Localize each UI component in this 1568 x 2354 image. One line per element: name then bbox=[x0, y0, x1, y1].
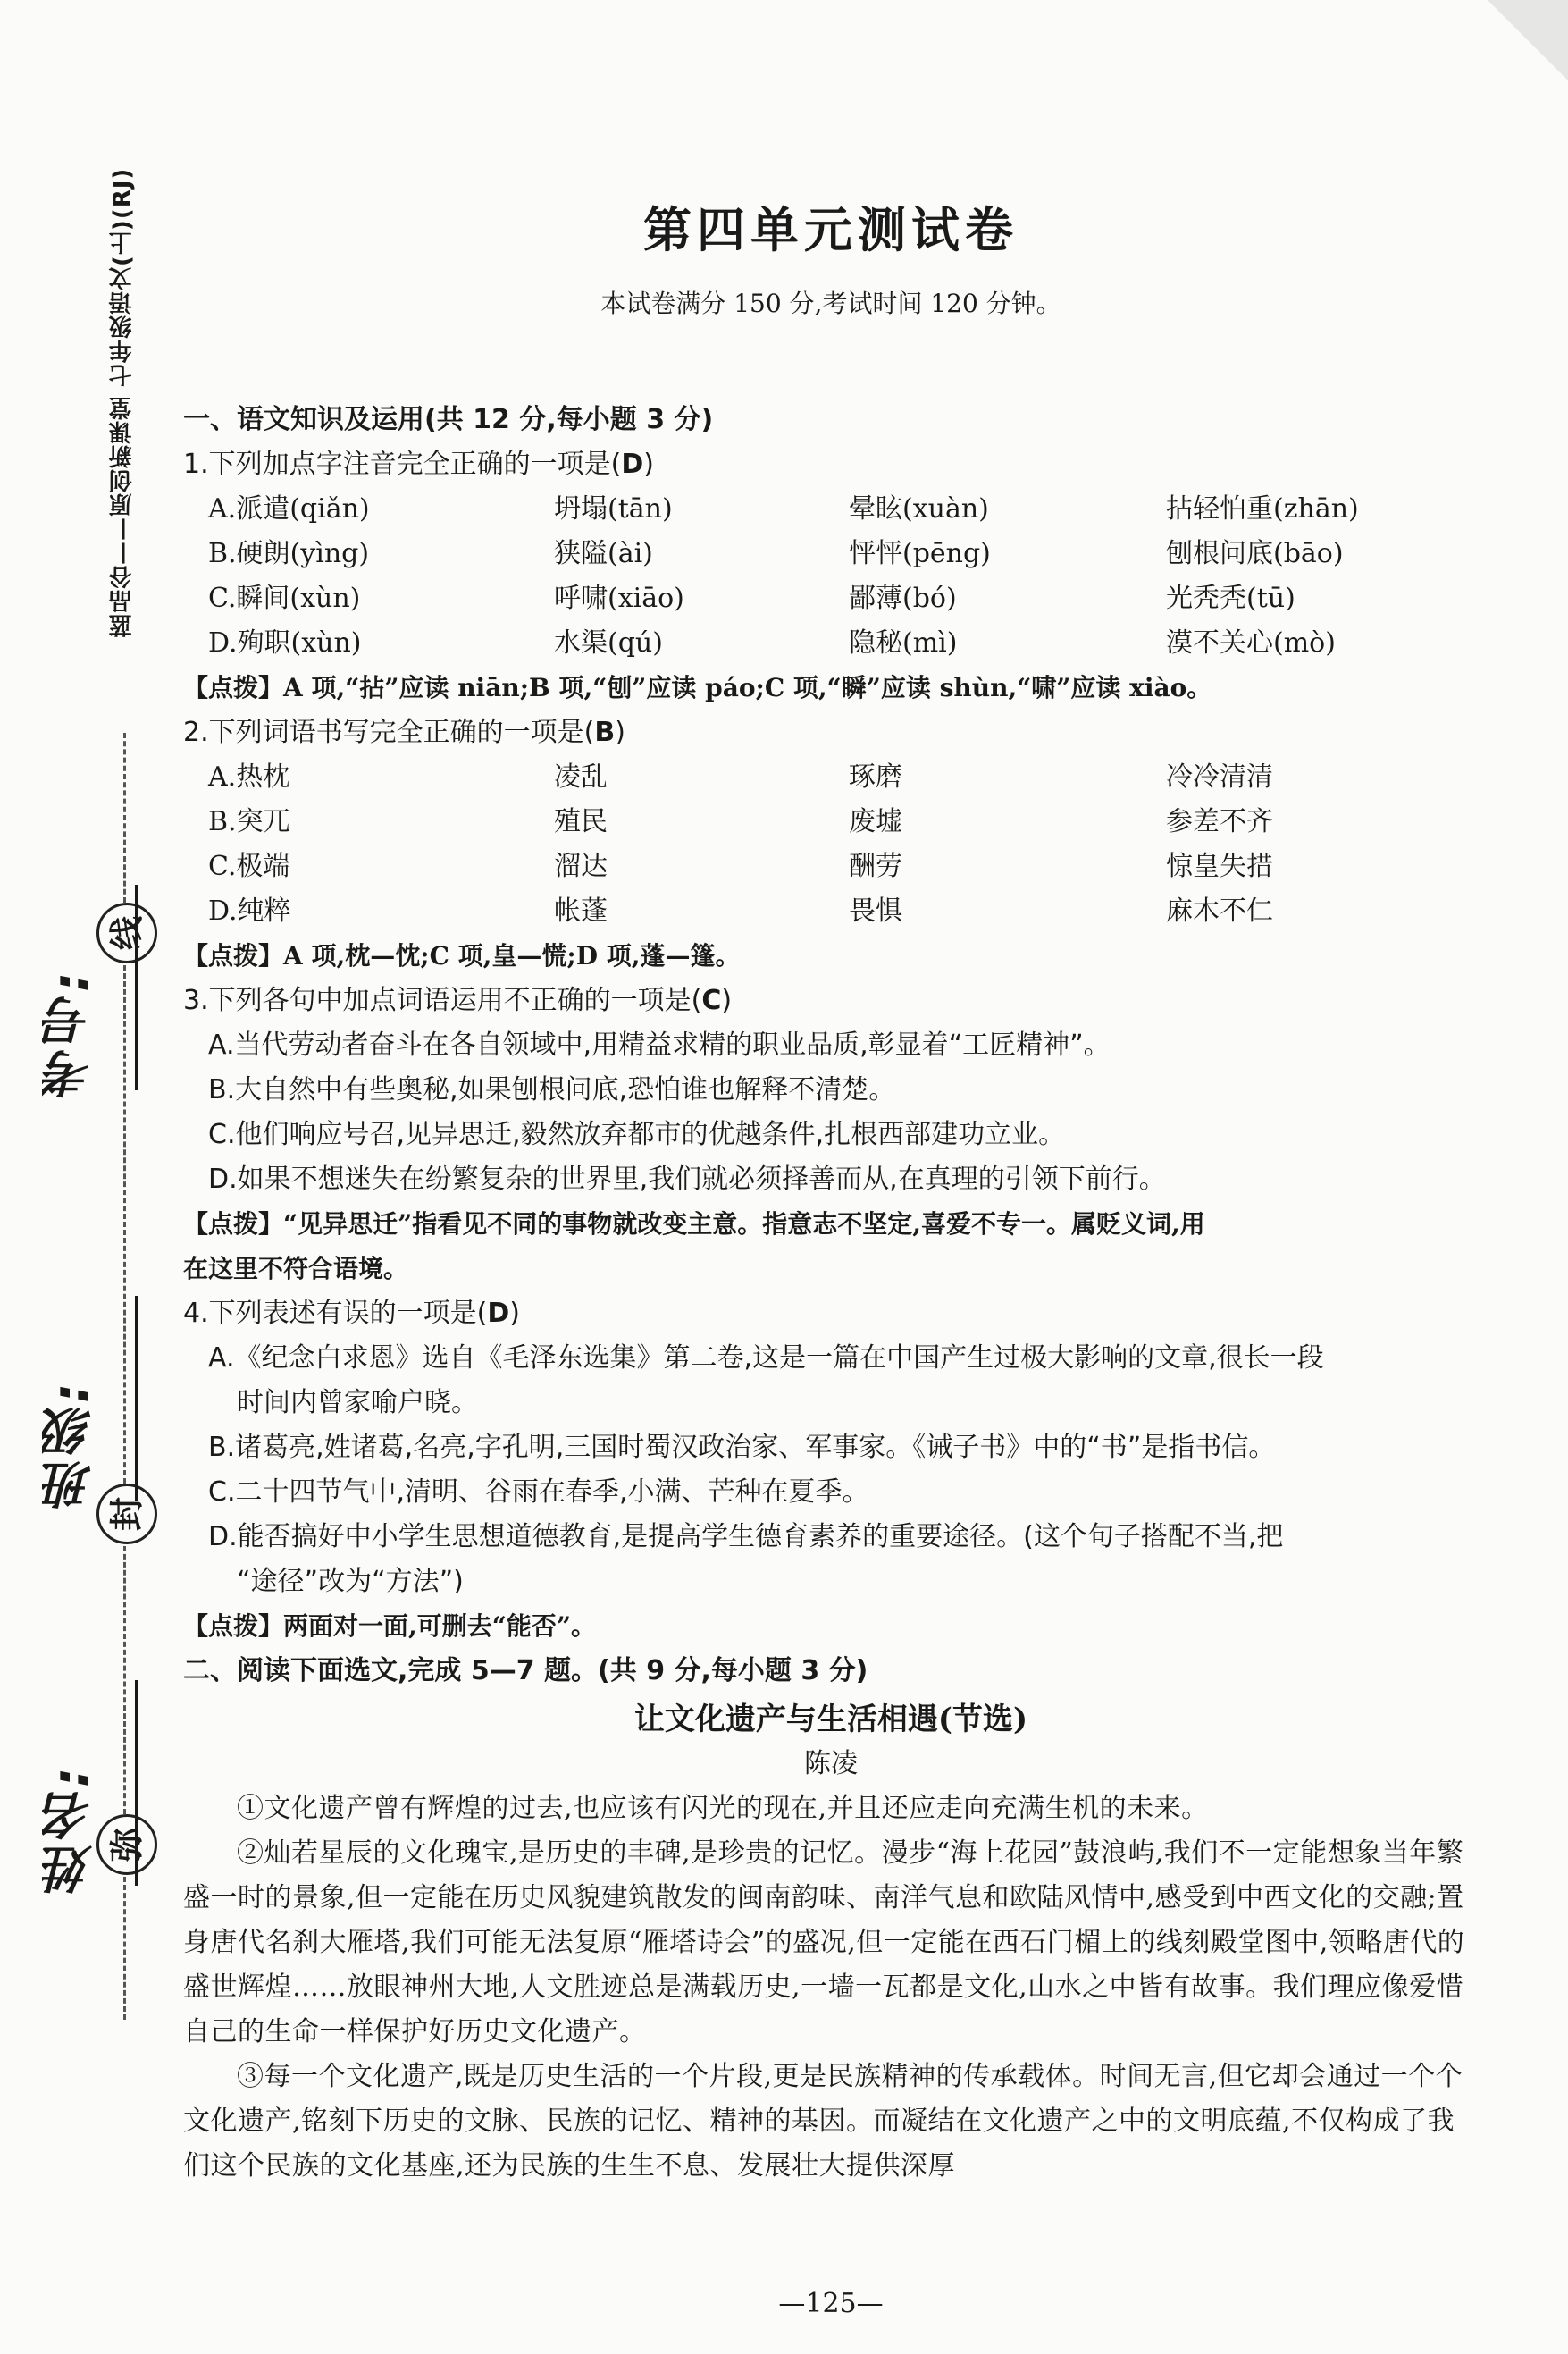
answer-mark: D bbox=[621, 449, 644, 480]
option-a-cont: 时间内曾家喻户晓。 bbox=[237, 1387, 478, 1418]
option-cell: 酬劳 bbox=[849, 851, 902, 882]
article-paragraph-1: ①文化遗产曾有辉煌的过去,也应该有闪光的现在,并且还应走向充满生机的未来。 bbox=[237, 1793, 1209, 1824]
hint-q4 bbox=[183, 1604, 1479, 1649]
option-cell: 溜达 bbox=[554, 851, 608, 882]
hint-q1 bbox=[183, 666, 1479, 710]
option-cell: 鄙薄(bó) bbox=[849, 583, 957, 614]
hint-q3-cont: 在这里不符合语境。 bbox=[183, 1254, 409, 1283]
option-cell: 殖民 bbox=[554, 806, 608, 837]
option-cell: 水渠(qú) bbox=[554, 627, 663, 659]
question-stem: 2.下列词语书写完全正确的一项是( bbox=[183, 717, 595, 748]
option-cell: B.突兀 bbox=[208, 806, 290, 837]
hint-text: A 项,“拈”应读 niān;B 项,“刨”应读 páo;C 项,“瞬”应读 shùn,“啸”应读 xiào。 bbox=[283, 673, 1212, 702]
exam-number-label: 考号: bbox=[42, 968, 100, 1099]
seal-line bbox=[123, 733, 126, 903]
option-d: D.能否搞好中小学生思想道德教育,是提高学生德育素养的重要途径。(这个句子搭配不当,把 bbox=[208, 1521, 1284, 1552]
option-cell: 拈轻怕重(zhān) bbox=[1166, 493, 1359, 525]
option-c: C.二十四节气中,清明、谷雨在春季,小满、芒种在夏季。 bbox=[208, 1476, 869, 1508]
option-cell: D.殉职(xùn) bbox=[208, 627, 362, 659]
option-cell: 帐蓬 bbox=[554, 895, 608, 927]
question-4 bbox=[183, 1291, 1479, 1336]
option-cell: A.热枕 bbox=[208, 761, 290, 793]
page-title: 第四单元测试卷 bbox=[643, 201, 1019, 258]
option-cell: C.瞬间(xùn) bbox=[208, 583, 361, 614]
hint-text: “见异思迁”指看见不同的事物就改变主意。指意志不坚定,喜爱不专一。属贬义词,用 bbox=[283, 1209, 1205, 1239]
answer-mark: C bbox=[701, 985, 722, 1016]
option-a: A.《纪念白求恩》选自《毛泽东选集》第二卷,这是一篇在中国产生过极大影响的文章,很长一段 bbox=[208, 1342, 1324, 1374]
article-paragraph-3: ③每一个文化遗产,既是历史生活的一个片段,更是民族精神的传承载体。时间无言,但它却会通过一个个文化遗产,铭刻下历史的文脉、民族的记忆、精神的基因。而凝结在文化遗产之中的文明底蕴,不仅构成了我们这个民族的文化基座,还为民族的生生不息、发展壮大提供深厚 bbox=[183, 2061, 1463, 2182]
option-a: A.当代劳动者奋斗在各自领域中,用精益求精的职业品质,彰显着“工匠精神”。 bbox=[208, 1030, 1111, 1061]
name-label: 姓名: bbox=[42, 1763, 100, 1895]
question-stem: 4.下列表述有误的一项是( bbox=[183, 1298, 488, 1329]
option-cell: 怦怦(pēng) bbox=[849, 538, 991, 569]
option-cell: 坍塌(tān) bbox=[554, 493, 673, 525]
option-cell: 麻木不仁 bbox=[1166, 895, 1273, 927]
binding-sidebar bbox=[0, 0, 183, 2354]
option-cell: 参差不齐 bbox=[1166, 806, 1273, 837]
question-3 bbox=[183, 979, 1479, 1023]
article-author: 陈凌 bbox=[804, 1748, 858, 1779]
option-cell: 废墟 bbox=[849, 806, 902, 837]
hint-text: 两面对一面,可删去“能否”。 bbox=[283, 1611, 596, 1641]
class-blank[interactable] bbox=[136, 1296, 138, 1501]
option-cell: 隐秘(mì) bbox=[849, 627, 958, 659]
hint-label: 【点拨】 bbox=[183, 1209, 284, 1239]
options-grid bbox=[183, 755, 1479, 934]
exam-number-field[interactable] bbox=[36, 760, 98, 1099]
option-c: C.他们响应号召,见异思迁,毅然放弃都市的优越条件,扎根西部建功立业。 bbox=[208, 1119, 1066, 1150]
answer-mark: B bbox=[594, 717, 616, 748]
option-cell: A.派遣(qiǎn) bbox=[208, 493, 370, 525]
options-grid bbox=[183, 487, 1479, 666]
option-b: B.大自然中有些奥秘,如果刨根问底,恐怕谁也解释不清楚。 bbox=[208, 1074, 896, 1106]
hint-text: A 项,枕—忱;C 项,皇—慌;D 项,蓬—篷。 bbox=[283, 941, 741, 971]
option-cell: 琢磨 bbox=[849, 761, 902, 793]
page-subtitle: 本试卷满分 150 分,考试时间 120 分钟。 bbox=[600, 289, 1061, 318]
option-cell: C.极端 bbox=[208, 851, 290, 882]
hint-q2 bbox=[183, 934, 1479, 979]
question-1 bbox=[183, 442, 1479, 487]
section-heading-2: 二、阅读下面选文,完成 5—7 题。(共 9 分,每小题 3 分) bbox=[183, 1655, 868, 1686]
hint-label: 【点拨】 bbox=[183, 1611, 284, 1641]
hint-label: 【点拨】 bbox=[183, 673, 284, 702]
option-cell: D.纯粹 bbox=[208, 895, 291, 927]
option-cell: 凌乱 bbox=[554, 761, 608, 793]
option-d-cont: “途径”改为“方法”) bbox=[237, 1566, 464, 1597]
option-d: D.如果不想迷失在纷繁复杂的世界里,我们就必须择善而从,在真理的引领下前行。 bbox=[208, 1164, 1166, 1195]
option-cell: 冷冷清清 bbox=[1166, 761, 1273, 793]
name-field[interactable] bbox=[36, 1555, 98, 1895]
option-cell: 畏惧 bbox=[849, 895, 902, 927]
option-cell: 晕眩(xuàn) bbox=[849, 493, 989, 525]
article-title: 让文化遗产与生活相遇(节选) bbox=[633, 1702, 1028, 1737]
option-cell: 狭隘(ài) bbox=[554, 538, 653, 569]
question-stem-close: ) bbox=[721, 985, 733, 1016]
series-label: 蓝品谷——原创新课堂 七年级语文(上)(RJ) bbox=[109, 167, 136, 637]
option-cell: 光秃秃(tū) bbox=[1166, 583, 1295, 614]
page-number: —125— bbox=[778, 2288, 884, 2319]
class-label: 班级: bbox=[42, 1379, 100, 1510]
seal-mark-seal: 封 bbox=[96, 1484, 157, 1544]
article-paragraph-2: ②灿若星辰的文化瑰宝,是历史的丰碑,是珍贵的记忆。漫步“海上花园”鼓浪屿,我们不一定能想象当年繁盛一时的景象,但一定能在历史风貌建筑散发的闽南韵味、南洋气息和欧陆风情中,感受到中西文化的交融;置身唐代名刹大雁塔,我们可能无法复原“雁塔诗会”的盛况,但一定能在西石门楣上的线刻殿堂图中,领略唐代的盛世辉煌……放眼神州大地,人文胜迹总是满载历史,一墙一瓦都是文化,山水之中皆有故事。我们理应像爱惜自己的生命一样保护好历史文化遗产。 bbox=[183, 1837, 1465, 2047]
class-field[interactable] bbox=[36, 1171, 98, 1510]
question-stem: 3.下列各句中加点词语运用不正确的一项是( bbox=[183, 985, 702, 1016]
hint-label: 【点拨】 bbox=[183, 941, 284, 971]
section-heading-1: 一、语文知识及运用(共 12 分,每小题 3 分) bbox=[183, 404, 714, 435]
question-stem: 1.下列加点字注音完全正确的一项是( bbox=[183, 449, 622, 480]
question-2 bbox=[183, 710, 1479, 755]
question-stem-close: ) bbox=[643, 449, 654, 480]
name-blank[interactable] bbox=[136, 1680, 138, 1886]
option-cell: B.硬朗(yìng) bbox=[208, 538, 370, 569]
seal-mark-close: 弥 bbox=[96, 1814, 157, 1875]
exam-number-blank[interactable] bbox=[136, 885, 138, 1090]
option-cell: 惊皇失措 bbox=[1166, 851, 1273, 882]
option-cell: 刨根问底(bāo) bbox=[1166, 538, 1344, 569]
option-cell: 漠不关心(mò) bbox=[1166, 627, 1336, 659]
page-corner-fold bbox=[1488, 0, 1568, 80]
question-stem-close: ) bbox=[615, 717, 625, 748]
seal-mark-line: 线 bbox=[96, 903, 157, 963]
seal-line bbox=[123, 1877, 126, 2020]
question-stem-close: ) bbox=[509, 1298, 520, 1329]
option-cell: 呼啸(xiāo) bbox=[554, 583, 684, 614]
option-b: B.诸葛亮,姓诸葛,名亮,字孔明,三国时蜀汉政治家、军事家。《诫子书》中的“书”是指书信。 bbox=[208, 1432, 1276, 1463]
exam-body bbox=[183, 398, 1479, 2189]
answer-mark: D bbox=[487, 1298, 510, 1329]
hint-q3 bbox=[183, 1202, 1479, 1247]
